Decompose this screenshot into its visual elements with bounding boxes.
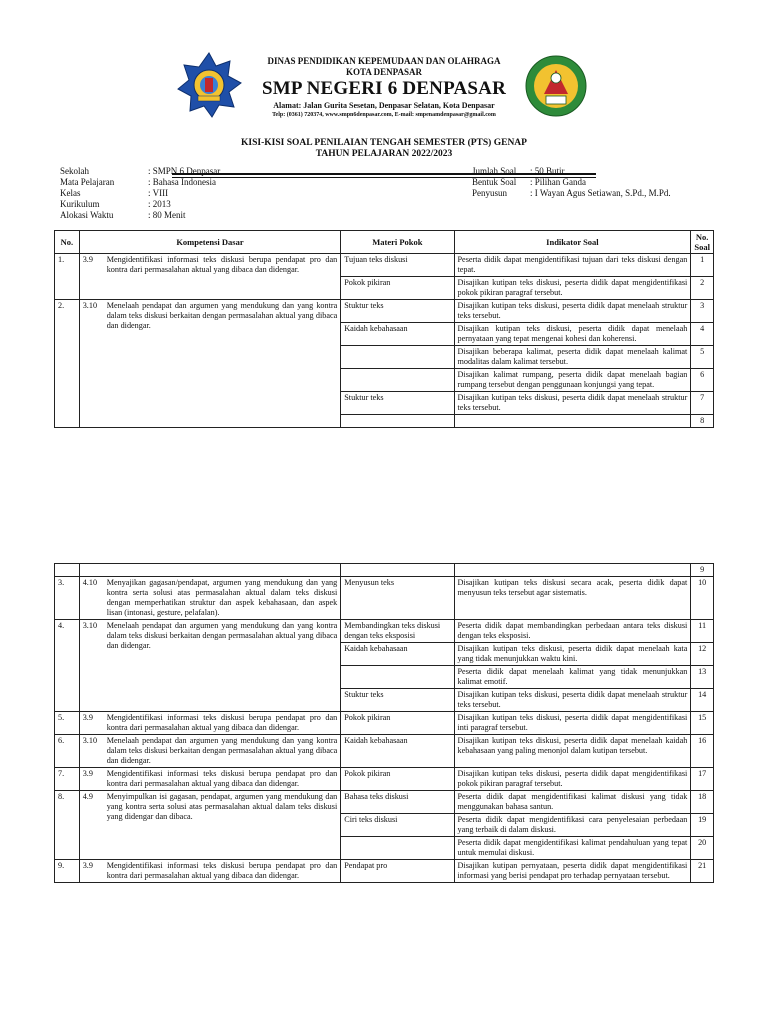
cell-no-soal: 5	[691, 346, 714, 369]
agency-name: DINAS PENDIDIKAN KEPEMUDAAN DAN OLAHRAGA	[267, 56, 501, 66]
cell-no-soal: 3	[691, 300, 714, 323]
school-emblem-icon	[524, 54, 588, 118]
cell-no-soal: 17	[691, 768, 714, 791]
table-row	[55, 577, 714, 620]
cell-no: 9.	[55, 860, 80, 883]
info-label: Penyusun	[472, 188, 508, 198]
cell-materi-pokok: Stuktur teks	[341, 300, 454, 323]
cell-no: 2.	[55, 300, 80, 428]
cell-kompetensi-dasar	[79, 577, 341, 620]
cell-indikator-soal: Disajikan kutipan teks diskusi secara acak, peserta didik dapat menyusun teks tersebut agar sistematis.	[454, 577, 691, 620]
cell-materi-pokok	[341, 666, 454, 689]
kd-wrapper	[83, 621, 338, 651]
cell-no: 1.	[55, 254, 80, 300]
kd-description: Mengidentifikasi informasi teks diskusi berupa pendapat pro dan kontra dari permasalahan aktual yang dibaca dan didengar.	[106, 769, 338, 788]
cell-no-soal: 11	[691, 620, 714, 643]
cell-materi-pokok: Menyusun teks	[341, 577, 454, 620]
cell-no: 7.	[55, 768, 80, 791]
info-label: Kurikulum	[60, 199, 100, 209]
cell-no-soal: 12	[691, 643, 714, 666]
kd-code: 4.9	[82, 792, 93, 801]
cell-no-soal: 7	[691, 392, 714, 415]
kd-wrapper	[83, 769, 338, 789]
info-value: : 80 Menit	[148, 210, 186, 220]
cell-no: 3.	[55, 577, 80, 620]
table-row	[55, 768, 714, 791]
kd-description: Menelaah pendapat dan argumen yang mendukung dan yang kontra dalam teks diskusi berkaitan dengan permasalahan aktual yang dibaca dan didengar.	[106, 736, 338, 765]
info-label: Alokasi Waktu	[60, 210, 114, 220]
info-value: : I Wayan Agus Setiawan, S.Pd., M.Pd.	[530, 188, 671, 198]
kd-description: Mengidentifikasi informasi teks diskusi berupa pendapat pro dan kontra dari permasalahan aktual yang dibaca dan didengar.	[106, 713, 338, 732]
cell-materi-pokok	[341, 369, 454, 392]
info-row	[60, 166, 220, 177]
cell-no-soal: 21	[691, 860, 714, 883]
cell-indikator-soal: Peserta didik dapat menelaah kalimat yang tidak menunjukkan kalimat emotif.	[454, 666, 691, 689]
info-value: : VIII	[148, 188, 169, 198]
cell-indikator-soal: Disajikan kutipan teks diskusi, peserta didik dapat mengidentifikasi inti paragraf tersebut.	[454, 712, 691, 735]
cell-indikator-soal: Disajikan kutipan teks diskusi, peserta didik dapat menelaah kaidah kebahasaan yang paling menonjol dalam kutipan tersebut.	[454, 735, 691, 768]
kd-description: Menyajikan gagasan/pendapat, argumen yang mendukung dan yang kontra serta solusi atas permasalahan aktual dalam teks diskusi dengan memperhatikan struktur dan aspek kebahasaan, dan aspek lisan (intonasi, gesture, pelafalan).	[106, 578, 338, 617]
cell-materi-pokok: Pokok pikiran	[341, 277, 454, 300]
cell-indikator-soal: Disajikan kutipan teks diskusi, peserta didik dapat menelaah struktur teks tersebut.	[454, 689, 691, 712]
info-label: Bentuk Soal	[472, 177, 517, 187]
cell-no-soal: 16	[691, 735, 714, 768]
identity-right	[472, 166, 671, 199]
table-row	[55, 564, 714, 577]
cell-indikator-soal: Disajikan kutipan teks diskusi, peserta didik dapat menelaah struktur teks tersebut.	[454, 392, 691, 415]
table-header-row	[55, 231, 714, 254]
table-row	[55, 712, 714, 735]
table-row	[55, 300, 714, 323]
cell-no-soal: 6	[691, 369, 714, 392]
info-row	[60, 199, 220, 210]
kd-wrapper	[83, 578, 338, 618]
cell-no: 6.	[55, 735, 80, 768]
cell-kompetensi-dasar	[79, 712, 341, 735]
kd-wrapper	[83, 736, 338, 766]
letterhead	[0, 52, 768, 122]
cell-no-soal: 20	[691, 837, 714, 860]
cell-indikator-soal: Disajikan kutipan teks diskusi, peserta didik dapat menelaah struktur teks tersebut.	[454, 300, 691, 323]
school-name: SMP NEGERI 6 DENPASAR	[261, 78, 506, 99]
cell-kompetensi-dasar	[79, 860, 341, 883]
document-title	[0, 138, 768, 160]
kisi-kisi-table-part-1	[54, 230, 714, 428]
cell-indikator-soal	[454, 415, 691, 428]
cell-no-soal: 9	[691, 564, 714, 577]
cell-no: 8.	[55, 791, 80, 860]
cell-indikator-soal: Disajikan beberapa kalimat, peserta didik dapat menelaah kalimat modalitas dalam kalimat tersebut.	[454, 346, 691, 369]
cell-materi-pokok	[341, 837, 454, 860]
letterhead-text	[240, 56, 528, 120]
kd-code: 3.10	[82, 621, 98, 630]
cell-materi-pokok: Stuktur teks	[341, 392, 454, 415]
cell-indikator-soal: Disajikan kalimat rumpang, peserta didik dapat menelaah bagian rumpang tersebut dengan penggunaan konjungsi yang tepat.	[454, 369, 691, 392]
cell-kompetensi-dasar	[79, 768, 341, 791]
school-contact: Telp: (0361) 720374, www.smpn6denpasar.com, E-mail: smpenamdenpasar@gmail.com	[272, 112, 496, 118]
cell-indikator-soal: Peserta didik dapat mengidentifikasi kalimat pendahuluan yang tepat untuk memulai diskusi.	[454, 837, 691, 860]
cell-materi-pokok: Membandingkan teks diskusi dengan teks eksposisi	[341, 620, 454, 643]
info-row	[60, 210, 220, 221]
title-line-1: KISI-KISI SOAL PENILAIAN TENGAH SEMESTER (PTS) GENAP	[241, 138, 527, 148]
info-value: : 2013	[148, 199, 171, 209]
info-row	[472, 188, 671, 199]
cell-materi-pokok: Ciri teks diskusi	[341, 814, 454, 837]
info-row	[60, 188, 220, 199]
cell-materi-pokok	[341, 346, 454, 369]
kd-wrapper	[83, 255, 338, 275]
cell-no-soal: 15	[691, 712, 714, 735]
info-label: Mata Pelajaran	[60, 177, 115, 187]
kd-code: 3.10	[82, 736, 98, 745]
kisi-kisi-table-part-2	[54, 563, 714, 883]
city-name: KOTA DENPASAR	[346, 67, 422, 77]
kd-wrapper	[83, 301, 338, 331]
cell-kompetensi-dasar	[79, 254, 341, 300]
kd-code: 3.9	[82, 861, 93, 870]
cell-materi-pokok: Bahasa teks diskusi	[341, 791, 454, 814]
cell-kompetensi-dasar	[79, 620, 341, 712]
cell-indikator-soal: Disajikan kutipan pernyataan, peserta didik dapat mengidentifikasi informasi yang berisi pendapat pro terhadap pernyataan tersebut.	[454, 860, 691, 883]
cell-indikator-soal: Disajikan kutipan teks diskusi, peserta didik dapat mengidentifikasi pokok pikiran paragraf tersebut.	[454, 277, 691, 300]
cell-indikator-soal: Disajikan kutipan teks diskusi, peserta didik dapat menelaah kata yang tidak menunjukkan waktu kini.	[454, 643, 691, 666]
cell-no	[55, 564, 80, 577]
cell-materi-pokok: Tujuan teks diskusi	[341, 254, 454, 277]
cell-indikator-soal	[454, 564, 691, 577]
cell-materi-pokok: Pendapat pro	[341, 860, 454, 883]
cell-no-soal: 4	[691, 323, 714, 346]
cell-materi-pokok: Kaidah kebahasaan	[341, 643, 454, 666]
cell-no-soal: 13	[691, 666, 714, 689]
kd-description: Menyimpulkan isi gagasan, pendapat, argumen yang mendukung dan yang kontra serta solusi atas permasalahan aktual dalam teks diskusi yang didengar dan dibaca.	[106, 792, 338, 821]
identity-left	[60, 166, 220, 221]
kd-code: 3.9	[82, 769, 93, 778]
denpasar-emblem-icon	[176, 52, 242, 118]
cell-materi-pokok	[341, 415, 454, 428]
kd-description: Mengidentifikasi informasi teks diskusi berupa pendapat pro dan kontra dari permasalahan aktual yang dibaca dan didengar.	[106, 255, 338, 274]
cell-kompetensi-dasar	[79, 791, 341, 860]
table-row	[55, 735, 714, 768]
header-no-soal: No. Soal	[691, 231, 714, 254]
kd-description: Mengidentifikasi informasi teks diskusi berupa pendapat pro dan kontra dari permasalahan aktual yang dibaca dan didengar.	[106, 861, 338, 880]
info-value: : Pilihan Ganda	[530, 177, 586, 187]
info-row	[60, 177, 220, 188]
cell-no-soal: 14	[691, 689, 714, 712]
cell-materi-pokok	[341, 564, 454, 577]
header-no: No.	[55, 231, 80, 254]
cell-no-soal: 18	[691, 791, 714, 814]
cell-indikator-soal: Peserta didik dapat mengidentifikasi kalimat diskusi yang tidak menggunakan bahasa santun.	[454, 791, 691, 814]
kd-code: 4.10	[82, 578, 98, 587]
kd-code: 3.9	[82, 713, 93, 722]
info-value: : SMPN 6 Denpasar	[148, 166, 221, 176]
school-address: Alamat: Jalan Gurita Sesetan, Denpasar Selatan, Kota Denpasar	[273, 101, 495, 110]
cell-indikator-soal: Peserta didik dapat mengidentifikasi cara penyelesaian perbedaan yang terbaik di dalam diskusi.	[454, 814, 691, 837]
table-row	[55, 620, 714, 643]
kd-description: Menelaah pendapat dan argumen yang mendukung dan yang kontra dalam teks diskusi berkaitan dengan permasalahan aktual yang dibaca dan didengar.	[106, 301, 338, 330]
header-indikator-soal: Indikator Soal	[454, 231, 691, 254]
cell-materi-pokok: Pokok pikiran	[341, 712, 454, 735]
cell-kompetensi-dasar	[79, 300, 341, 428]
table-row	[55, 254, 714, 277]
cell-kompetensi-dasar	[79, 735, 341, 768]
table-row	[55, 791, 714, 814]
kd-code: 3.10	[82, 301, 98, 310]
info-label: Kelas	[60, 188, 81, 198]
info-label: Jumlah Soal	[472, 166, 517, 176]
title-line-2: TAHUN PELAJARAN 2022/2023	[315, 149, 453, 159]
header-materi-pokok: Materi Pokok	[341, 231, 454, 254]
cell-indikator-soal: Peserta didik dapat membandingkan perbedaan antara teks diskusi dengan teks eksposisi.	[454, 620, 691, 643]
kd-wrapper	[83, 861, 338, 881]
cell-no-soal: 2	[691, 277, 714, 300]
info-row	[472, 166, 671, 177]
cell-indikator-soal: Disajikan kutipan teks diskusi, peserta didik dapat menelaah pernyataan yang tepat mengenai kohesi dan koherensi.	[454, 323, 691, 346]
kd-wrapper	[83, 792, 338, 822]
cell-indikator-soal: Peserta didik dapat mengidentifikasi tujuan dari teks diskusi dengan tepat.	[454, 254, 691, 277]
info-label: Sekolah	[60, 166, 89, 176]
cell-no-soal: 19	[691, 814, 714, 837]
info-value: : Bahasa Indonesia	[148, 177, 216, 187]
cell-no: 5.	[55, 712, 80, 735]
cell-materi-pokok: Kaidah kebahasaan	[341, 735, 454, 768]
cell-no-soal: 10	[691, 577, 714, 620]
cell-kompetensi-dasar	[79, 564, 341, 577]
info-row	[472, 177, 671, 188]
table-row	[55, 860, 714, 883]
kd-description: Menelaah pendapat dan argumen yang mendukung dan yang kontra dalam teks diskusi berkaitan dengan permasalahan aktual yang dibaca dan didengar.	[106, 621, 338, 650]
cell-materi-pokok: Pokok pikiran	[341, 768, 454, 791]
header-kompetensi-dasar: Kompetensi Dasar	[79, 231, 341, 254]
kd-wrapper	[83, 713, 338, 733]
cell-materi-pokok: Stuktur teks	[341, 689, 454, 712]
cell-materi-pokok: Kaidah kebahasaan	[341, 323, 454, 346]
cell-no-soal: 8	[691, 415, 714, 428]
cell-no-soal: 1	[691, 254, 714, 277]
cell-no: 4.	[55, 620, 80, 712]
kd-code: 3.9	[82, 255, 93, 264]
cell-indikator-soal: Disajikan kutipan teks diskusi, peserta didik dapat mengidentifikasi pokok pikiran paragraf tersebut.	[454, 768, 691, 791]
info-value: : 50 Butir	[530, 166, 565, 176]
